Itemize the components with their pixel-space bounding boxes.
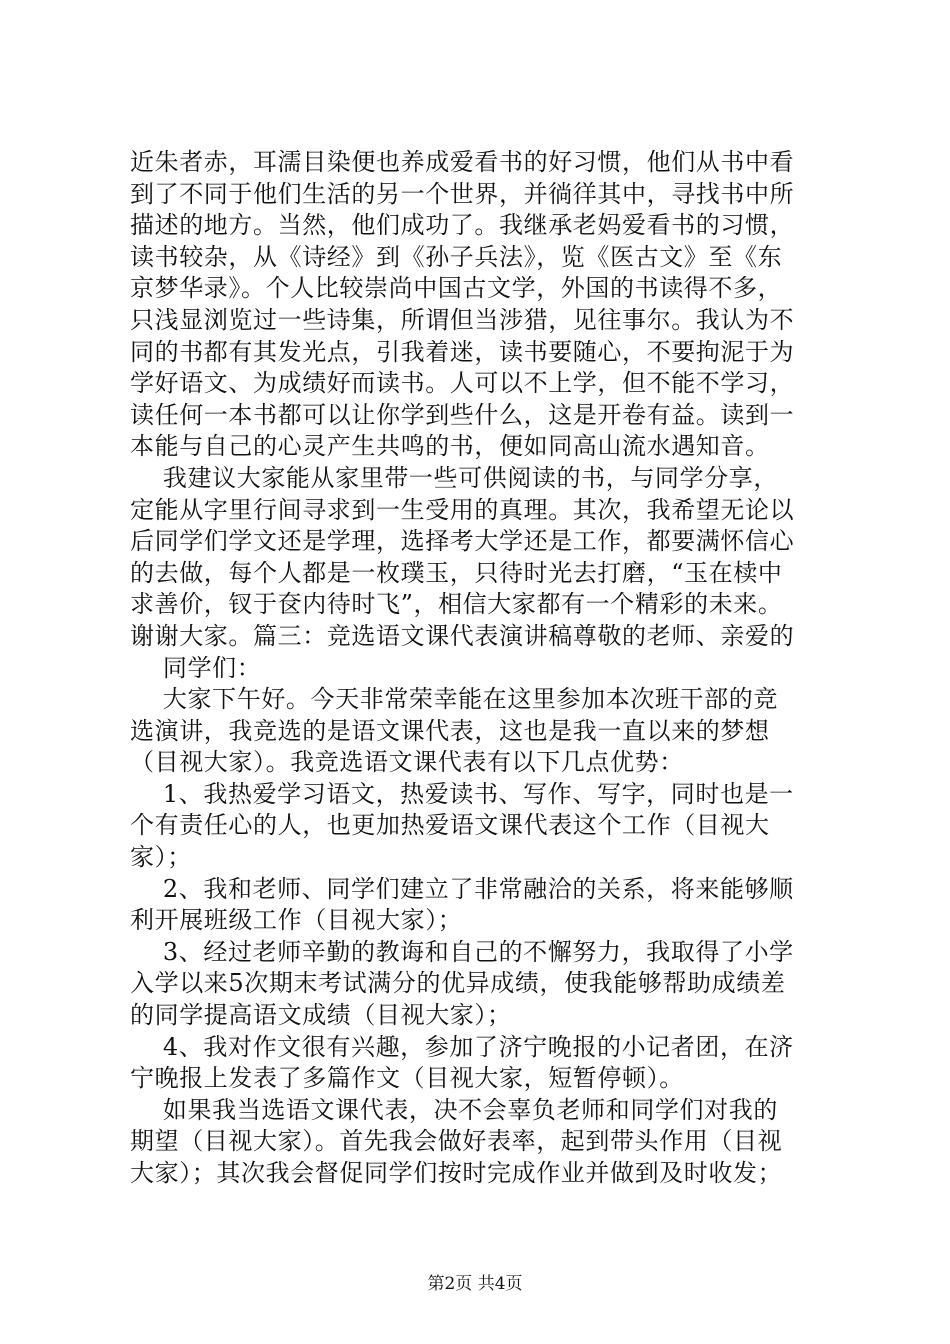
text-line: 个有责任心的人，也更加热爱语文课代表这个工作（目视大 [130,811,770,840]
text-line: 本能与自己的心灵产生共鸣的书，便如同高山流水遇知音。 [130,432,770,461]
text-line: 求善价，钗于奁内待时飞”，相信大家都有一个精彩的未来。 [130,590,783,619]
text-line: 我建议大家能从家里带一些可供阅读的书，与同学分享， [130,463,778,492]
page-footer: 第2页 共4页 [427,1274,523,1294]
text-line: 宁晚报上发表了多篇作文（目视大家，短暂停顿）。 [130,1064,684,1093]
text-line: 2、我和老师、同学们建立了非常融洽的关系，将来能够顺 [130,874,794,903]
text-line: 入学以来5次期末考试满分的优异成绩，使我能够帮助成绩差 [130,969,786,998]
text-line: 读任何一本书都可以让你学到些什么，这是开卷有益。读到一 [130,400,795,429]
text-line: 利开展班级工作（目视大家）； [130,906,463,935]
text-line: 描述的地方。当然，他们成功了。我继承老妈爱看书的习惯， [130,211,795,240]
text-line: 的去做，每个人都是一枚璞玉，只待时光去打磨，“玉在椟中 [130,558,783,587]
text-line: 到了不同于他们生活的另一个世界，并徜徉其中，寻找书中所 [130,179,795,208]
body-text [130,147,830,1190]
text-line: 家）； [130,843,192,872]
text-line: 大家）；其次我会督促同学们按时完成作业并做到及时收发； [130,1159,783,1187]
text-line: 谢谢大家。篇三：竞选语文课代表演讲稿尊敬的老师、亲爱的 [130,621,795,650]
text-line: 的同学提高语文成绩（目视大家）； [130,1001,512,1030]
text-line: 大家下午好。今天非常荣幸能在这里参加本次班干部的竞 [130,685,778,714]
text-line: 如果我当选语文课代表，决不会辜负老师和同学们对我的 [130,1095,778,1124]
text-line: 期望（目视大家）。首先我会做好表率，起到带头作用（目视 [130,1127,783,1156]
text-line: 京梦华录》。个人比较崇尚中国古文学，外国的书读得不多， [130,274,783,303]
text-line: 4、我对作文很有兴趣，参加了济宁晚报的小记者团，在济 [130,1032,794,1061]
text-line: 3、经过老师辛勤的教诲和自己的不懈努力，我取得了小学 [130,937,794,966]
text-line: 同的书都有其发光点，引我着迷，读书要随心，不要拘泥于为 [130,337,795,366]
text-line: 读书较杂，从《诗经》到《孙子兵法》，览《医古文》至《东 [130,242,783,271]
text-line: 定能从字里行间寻求到一生受用的真理。其次，我希望无论以 [130,495,795,524]
text-line: 只浅显浏览过一些诗集，所谓但当涉猎，见往事尔。我认为不 [130,305,795,334]
text-line: 近朱者赤，耳濡目染便也养成爱看书的好习惯，他们从书中看 [130,148,795,176]
text-line: 1、我热爱学习语文，热爱读书、写作、写字，同时也是一 [130,779,794,808]
text-line: 选演讲，我竞选的是语文课代表，这也是我一直以来的梦想 [130,716,770,745]
text-line: 学好语文、为成绩好而读书。人可以不上学，但不能不学习， [130,369,795,398]
text-line: 后同学们学文还是学理，选择考大学还是工作，都要满怀信心 [130,527,795,556]
text-line: （目视大家）。我竞选语文课代表有以下几点优势： [130,748,684,777]
text-line: 同学们： [130,653,262,682]
